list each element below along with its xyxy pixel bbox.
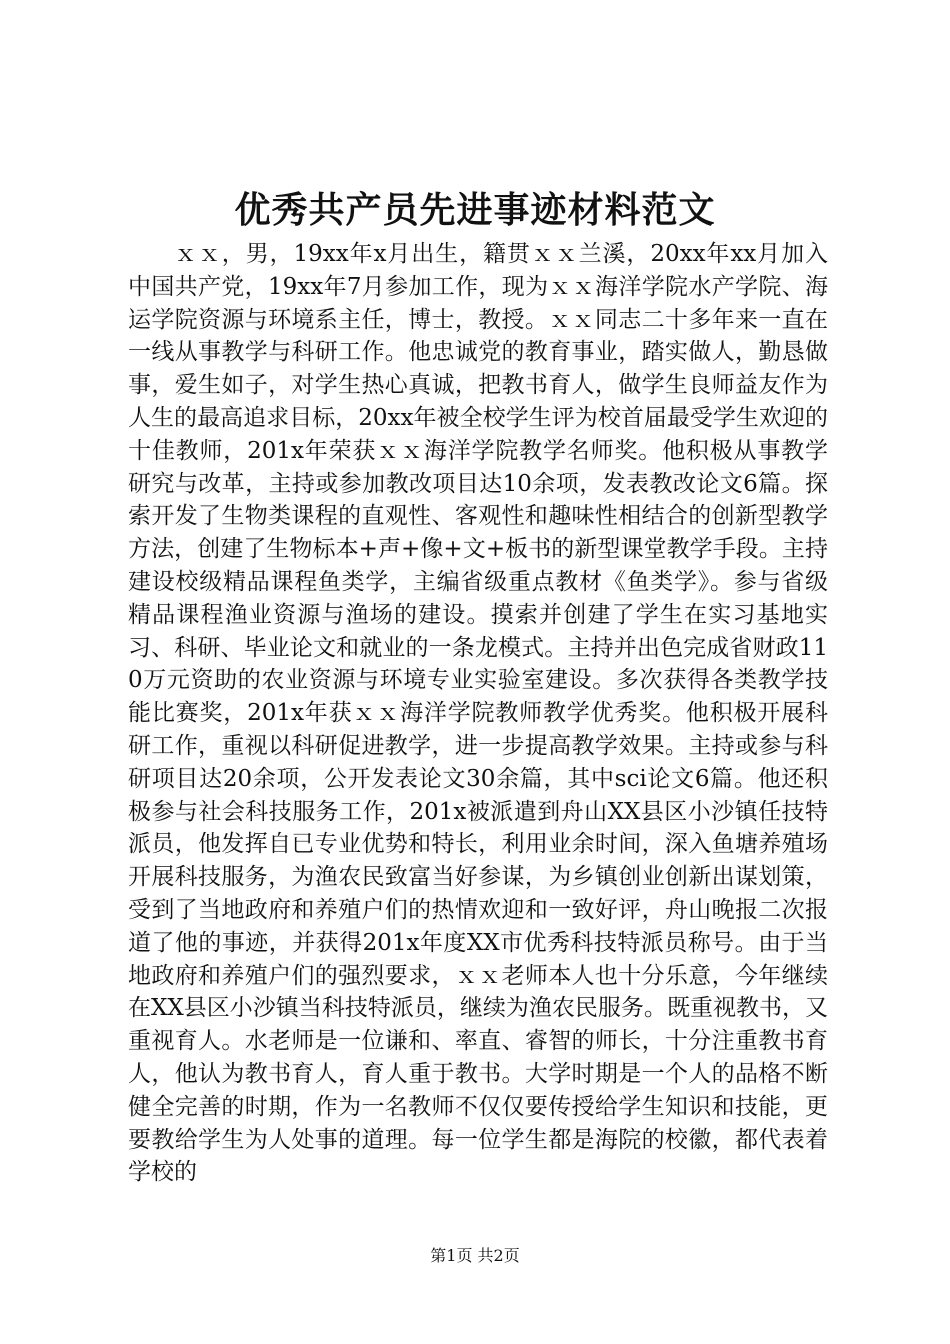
- document-title: 优秀共产员先进事迹材料范文: [234, 189, 716, 231]
- body-paragraph: ｘｘ，男，19xx年x月出生，籍贯ｘｘ兰溪，20xx年xx月加入中国共产党，19xx年7月参加工作，现为ｘｘ海洋学院水产学院、海运学院资源与环境系主任，博士，教授。ｘｘ同志二十多年来一直在一线从事教学与科研工作。他忠诚党的教育事业，踏实做人，勤恳做事，爱生如子，对学生热心真诚，把教书育人，做学生良师益友作为人生的最高追求目标，20xx年被全校学生评为校首届最受学生欢迎的十佳教师，201x年荣获ｘｘ海洋学院教学名师奖。他积极从事教学研究与改革，主持或参加教改项目达10余项，发表教改论文6篇。探索开发了生物类课程的直观性、客观性和趣味性相结合的创新型教学方法，创建了生物标本+声+像+文+板书的新型课堂教学手段。主持建设校级精品课程鱼类学，主编省级重点教材《鱼类学》。参与省级精品课程渔业资源与渔场的建设。摸索并创建了学生在实习基地实习、科研、毕业论文和就业的一条龙模式。主持并出色完成省财政110万元资助的农业资源与环境专业实验室建设。多次获得各类教学技能比赛奖，201x年获ｘｘ海洋学院教师教学优秀奖。他积极开展科研工作，重视以科研促进教学，进一步提高教学效果。主持或参与科研项目达20余项，公开发表论文30余篇，其中sci论文6篇。他还积极参与社会科技服务工作，201x被派遣到舟山XX县区小沙镇任技特派员，他发挥自已专业优势和特长，利用业余时间，深入鱼塘养殖场开展科技服务，为渔农民致富当好参谋，为乡镇创业创新出谋划策，受到了当地政府和养殖户们的热情欢迎和一致好评，舟山晚报二次报道了他的事迹，并获得201x年度XX市优秀科技特派员称号。由于当地政府和养殖户们的强烈要求，ｘｘ老师本人也十分乐意，今年继续在XX县区小沙镇当科技特派员，继续为渔农民服务。既重视教书，又重视育人。水老师是一位谦和、率直、睿智的师长，十分注重教书育人，他认为教书育人，育人重于教书。大学时期是一个人的品格不断健全完善的时期，作为一名教师不仅仅要传授给学生知识和技能，更要教给学生为人处事的道理。每一位学生都是海院的校徽，都代表着学校的: [128, 241, 828, 1186]
- page-footer: 第1页 共2页: [430, 1246, 520, 1265]
